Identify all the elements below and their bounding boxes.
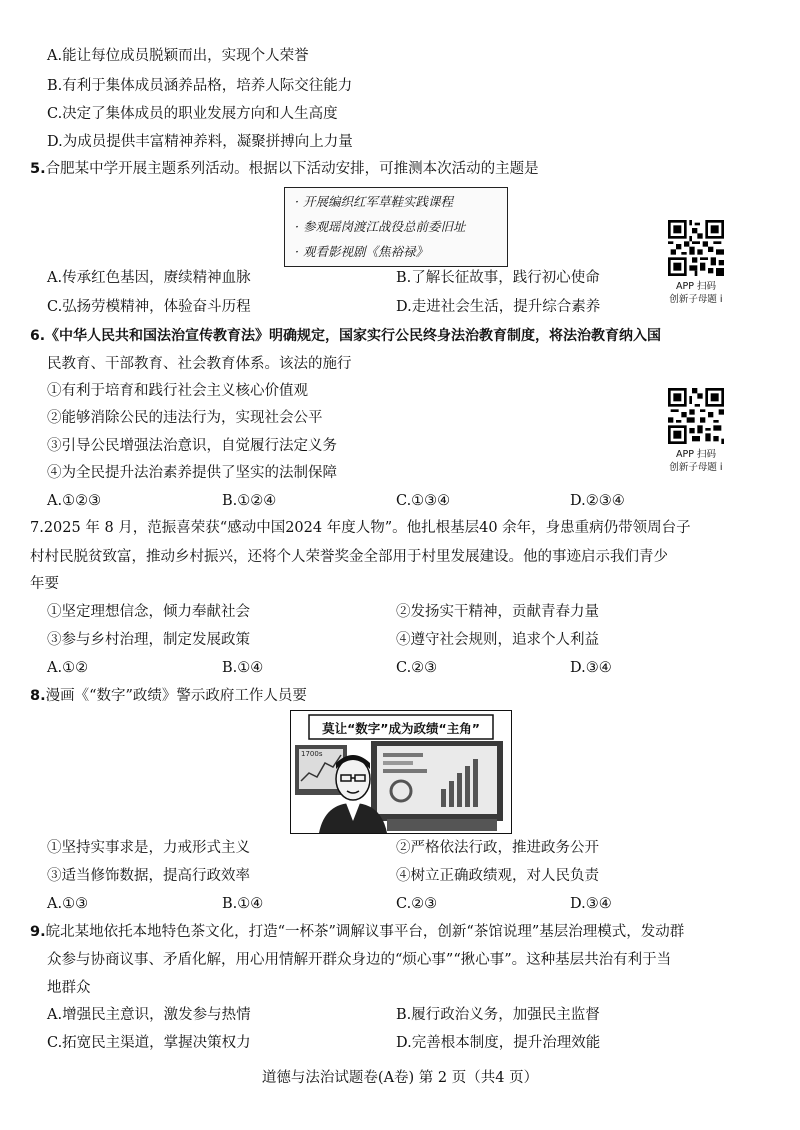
- page-footer: 道德与法治试题卷(A卷) 第 2 页（共4 页）: [261, 1070, 539, 1086]
- q5-option-a: A.传承红色基因，赓续精神血脉: [47, 270, 251, 286]
- q4-option-c: C.决定了集体成员的职业发展方向和人生高度: [47, 106, 338, 122]
- q6-option-d: D.②③④: [570, 493, 625, 509]
- q6-item-3: ③引导公民增强法治意识，自觉履行法定义务: [47, 438, 337, 454]
- qr-label-line2: 创新子母题 i: [669, 294, 723, 305]
- q6-option-a: A.①②③: [47, 493, 102, 509]
- q8-option-c: C.②③: [396, 896, 438, 912]
- question-5-number: 5.: [30, 161, 46, 177]
- question-7-stem-end: 年要: [30, 576, 59, 592]
- q4-option-b: B.有利于集体成员涵养品格，培养人际交往能力: [47, 78, 353, 94]
- q5-option-b: B.了解长征故事，践行初心使命: [396, 270, 600, 286]
- question-8-number: 8.: [30, 688, 46, 704]
- q7-item-1: ①坚定理想信念，倾力奉献社会: [47, 604, 250, 620]
- q7-option-a: A.①②: [47, 660, 89, 676]
- q8-item-3: ③适当修饰数据，提高行政效率: [47, 868, 250, 884]
- qr-label-line1: APP 扫码: [676, 281, 716, 292]
- question-5-stem: 合肥某中学开展主题系列活动。根据以下活动安排，可推测本次活动的主题是: [45, 161, 539, 177]
- q8-option-b: B.①④: [222, 896, 264, 912]
- qr-label-line1: APP 扫码: [676, 449, 716, 460]
- question-9-stem-end: 地群众: [47, 980, 91, 996]
- q7-item-2: ②发扬实干精神，贡献青春力量: [396, 604, 599, 620]
- activity-item: · 观看影视剧《焦裕禄》: [295, 244, 428, 259]
- q8-option-d: D.③④: [570, 896, 612, 912]
- question-6-stem: 6.《中华人民共和国法治宣传教育法》明确规定，国家实行公民终身法治教育制度，将法治教育纳入国: [30, 328, 662, 344]
- q6-item-4: ④为全民提升法治素养提供了坚实的法制保障: [47, 465, 337, 481]
- qr-label: [662, 448, 730, 474]
- activity-schedule-box: [284, 187, 508, 267]
- q7-item-4: ④遵守社会规则，追求个人利益: [396, 632, 599, 648]
- question-8: [30, 686, 307, 706]
- q7-item-3: ③参与乡村治理，制定发展政策: [47, 632, 250, 648]
- q6-option-c: C.①③④: [396, 493, 451, 509]
- q6-item-1: ①有利于培育和践行社会主义核心价值观: [47, 383, 308, 399]
- q7-option-c: C.②③: [396, 660, 438, 676]
- q4-option-a: A.能让每位成员脱颖而出，实现个人荣誉: [47, 48, 309, 64]
- q9-option-a: A.增强民主意识，激发参与热情: [47, 1007, 251, 1023]
- qr-label-line2: 创新子母题 i: [669, 462, 723, 473]
- q5-option-c: C.弘扬劳模精神，体验奋斗历程: [47, 299, 251, 315]
- question-9: [30, 922, 684, 942]
- cartoon-image: [290, 710, 512, 834]
- question-8-stem: 漫画《“数字”政绩》警示政府工作人员要: [45, 688, 307, 704]
- q8-item-4: ④树立正确政绩观，对人民负责: [396, 868, 599, 884]
- qr-code-icon[interactable]: [668, 220, 724, 276]
- q5-option-d: D.走进社会生活，提升综合素养: [396, 299, 601, 315]
- q9-option-c: C.拓宽民主渠道，掌握决策权力: [47, 1035, 251, 1051]
- q8-option-a: A.①③: [47, 896, 89, 912]
- q7-option-b: B.①④: [222, 660, 264, 676]
- question-9-number: 9.: [30, 924, 46, 940]
- q8-item-2: ②严格依法行政，推进政务公开: [396, 840, 599, 856]
- activity-item: · 参观瑶岗渡江战役总前委旧址: [295, 219, 466, 234]
- q9-option-b: B.履行政治义务，加强民主监督: [396, 1007, 600, 1023]
- q9-option-d: D.完善根本制度，提升治理效能: [396, 1035, 601, 1051]
- question-6-stem-cont: 民教育、干部教育、社会教育体系。该法的施行: [47, 356, 352, 372]
- question-7-stem: 7.2025 年 8 月，范振喜荣获“感动中国2024 年度人物”。他扎根基层40 余年，身患重病仍带领周台子: [30, 520, 691, 536]
- qr-label: [662, 280, 730, 306]
- q4-option-d: D.为成员提供丰富精神养料，凝聚拼搏向上力量: [47, 134, 353, 150]
- qr-code-icon[interactable]: [668, 388, 724, 444]
- question-7-stem-cont: 村村民脱贫致富，推动乡村振兴，还将个人荣誉奖金全部用于村里发展建设。他的事迹启示我们青少: [30, 549, 668, 565]
- cartoon-caption: 莫让“数字”成为政绩“主角”: [322, 721, 480, 736]
- cartoon-screen-text: 1700s: [301, 750, 323, 758]
- q6-item-2: ②能够消除公民的违法行为，实现社会公平: [47, 410, 323, 426]
- question-5: [30, 159, 539, 179]
- q6-option-b: B.①②④: [222, 493, 277, 509]
- q8-item-1: ①坚持实事求是，力戒形式主义: [47, 840, 250, 856]
- question-9-stem-cont: 众参与协商议事、矛盾化解，用心用情解开群众身边的“烦心事”“揪心事”。这种基层共治有利于当: [47, 952, 672, 968]
- question-9-stem: 皖北某地依托本地特色茶文化，打造“一杯茶”调解议事平台，创新“茶馆说理”基层治理模式，发动群: [45, 924, 685, 940]
- activity-item: · 开展编织红军草鞋实践课程: [295, 194, 453, 209]
- q7-option-d: D.③④: [570, 660, 612, 676]
